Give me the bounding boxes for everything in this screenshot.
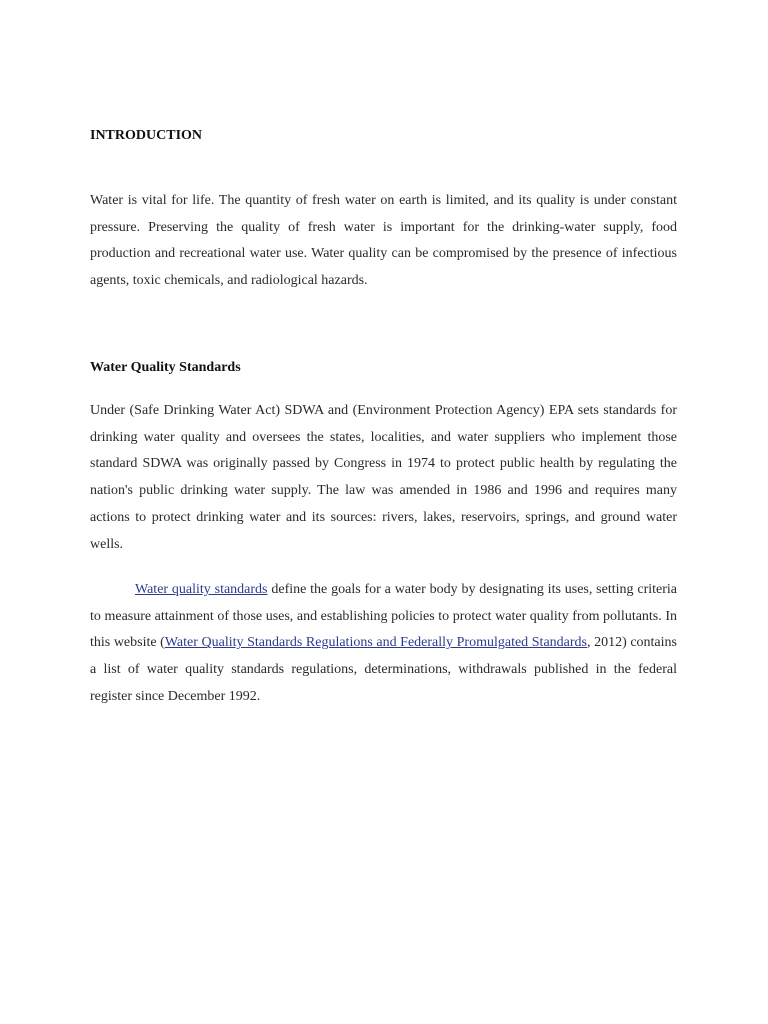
introduction-heading: INTRODUCTION xyxy=(90,128,203,143)
water-quality-standards-link[interactable]: Water quality standards xyxy=(135,582,268,597)
water-quality-standards-heading: Water Quality Standards xyxy=(90,360,241,375)
paragraph-text-segment: define the goals for a water body by designating its uses, setting criteria to measure attainment of those uses, and establishing policies to protect water quality from pollutants. In this website ( xyxy=(90,582,677,651)
regulations-link[interactable]: Water Quality Standards Regulations and Federally Promulgated Standards xyxy=(164,635,587,651)
introduction-paragraph: Water is vital for life. The quantity of fresh water on earth is limited, and its quality is under constant pressure. Preserving the quality of fresh water is important for the drinking-water supply, food production and recreational water use. Water quality can be compromised by the presence of infectious agents, toxic chemicals, and radiological hazards. xyxy=(90,193,677,289)
paragraph-text-segment: , 2012) contains a list of water quality standards regulations, determinations, withdrawals published in the federal register since December 1992. xyxy=(90,635,677,704)
water-quality-standards-paragraph xyxy=(90,577,677,711)
sdwa-paragraph: Under (Safe Drinking Water Act) SDWA and (Environment Protection Agency) EPA sets standards for drinking water quality and oversees the states, localities, and water suppliers who implement those standard SDWA was originally passed by Congress in 1974 to protect public health by regulating the nation's public drinking water supply. The law was amended in 1986 and 1996 and requires many actions to protect drinking water and its sources: rivers, lakes, reservoirs, springs, and ground water wells. xyxy=(90,403,677,552)
